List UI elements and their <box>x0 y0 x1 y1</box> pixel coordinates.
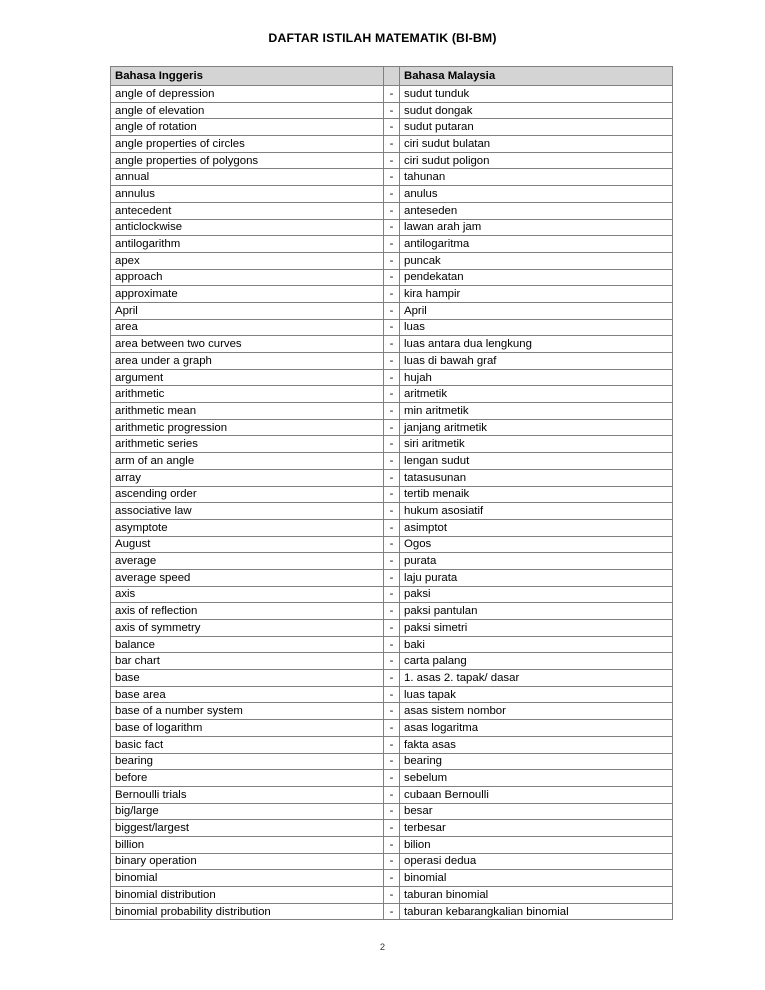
term-malay: luas <box>400 319 673 336</box>
term-separator: - <box>384 419 400 436</box>
term-separator: - <box>384 686 400 703</box>
term-malay: operasi dedua <box>400 853 673 870</box>
term-english: biggest/largest <box>111 820 384 837</box>
table-row <box>111 686 673 703</box>
term-separator: - <box>384 519 400 536</box>
term-english: basic fact <box>111 736 384 753</box>
term-english: angle of elevation <box>111 102 384 119</box>
page-title: DAFTAR ISTILAH MATEMATIK (BI-BM) <box>268 31 497 45</box>
term-english: area between two curves <box>111 336 384 353</box>
term-english: big/large <box>111 803 384 820</box>
term-english: August <box>111 536 384 553</box>
term-malay: bearing <box>400 753 673 770</box>
term-separator: - <box>384 720 400 737</box>
term-separator: - <box>384 553 400 570</box>
term-english: before <box>111 770 384 787</box>
term-malay: min aritmetik <box>400 403 673 420</box>
table-row <box>111 252 673 269</box>
term-separator: - <box>384 903 400 920</box>
table-header-row <box>111 67 673 86</box>
table-row <box>111 603 673 620</box>
term-english: argument <box>111 369 384 386</box>
term-english: arithmetic <box>111 386 384 403</box>
term-malay: luas di bawah graf <box>400 353 673 370</box>
term-malay: anteseden <box>400 202 673 219</box>
term-separator: - <box>384 486 400 503</box>
term-malay: ciri sudut poligon <box>400 152 673 169</box>
table-row <box>111 202 673 219</box>
term-separator: - <box>384 853 400 870</box>
term-separator: - <box>384 86 400 103</box>
term-malay: pendekatan <box>400 269 673 286</box>
term-malay: terbesar <box>400 820 673 837</box>
term-separator: - <box>384 503 400 520</box>
term-separator: - <box>384 353 400 370</box>
term-malay: asimptot <box>400 519 673 536</box>
term-english: binomial <box>111 870 384 887</box>
term-malay: tatasusunan <box>400 469 673 486</box>
term-english: billion <box>111 836 384 853</box>
table-row <box>111 836 673 853</box>
term-english: angle properties of circles <box>111 136 384 153</box>
table-row <box>111 219 673 236</box>
term-separator: - <box>384 236 400 253</box>
term-malay: asas logaritma <box>400 720 673 737</box>
term-english: approximate <box>111 286 384 303</box>
term-malay: asas sistem nombor <box>400 703 673 720</box>
table-row <box>111 586 673 603</box>
term-malay: sudut dongak <box>400 102 673 119</box>
term-english: angle properties of polygons <box>111 152 384 169</box>
term-separator: - <box>384 603 400 620</box>
term-separator: - <box>384 870 400 887</box>
term-separator: - <box>384 736 400 753</box>
term-malay: kira hampir <box>400 286 673 303</box>
term-english: bar chart <box>111 653 384 670</box>
term-malay: hukum asosiatif <box>400 503 673 520</box>
term-english: base <box>111 670 384 687</box>
table-row <box>111 186 673 203</box>
term-separator: - <box>384 569 400 586</box>
term-malay: luas tapak <box>400 686 673 703</box>
term-malay: 1. asas 2. tapak/ dasar <box>400 670 673 687</box>
term-separator: - <box>384 670 400 687</box>
term-malay: taburan kebarangkalian binomial <box>400 903 673 920</box>
term-separator: - <box>384 302 400 319</box>
table-row <box>111 86 673 103</box>
table-row <box>111 136 673 153</box>
table-row <box>111 620 673 637</box>
table-body <box>111 86 673 920</box>
term-malay: besar <box>400 803 673 820</box>
term-malay: paksi simetri <box>400 620 673 637</box>
table-row <box>111 653 673 670</box>
term-separator: - <box>384 102 400 119</box>
term-english: average speed <box>111 569 384 586</box>
term-malay: paksi pantulan <box>400 603 673 620</box>
table-row <box>111 803 673 820</box>
table-row <box>111 419 673 436</box>
term-english: annulus <box>111 186 384 203</box>
table-row <box>111 469 673 486</box>
term-english: angle of rotation <box>111 119 384 136</box>
table-row <box>111 353 673 370</box>
term-english: angle of depression <box>111 86 384 103</box>
term-malay: paksi <box>400 586 673 603</box>
term-malay: fakta asas <box>400 736 673 753</box>
glossary-table-container <box>110 66 672 920</box>
term-separator: - <box>384 770 400 787</box>
term-english: anticlockwise <box>111 219 384 236</box>
term-english: base of logarithm <box>111 720 384 737</box>
term-english: axis of reflection <box>111 603 384 620</box>
term-malay: puncak <box>400 252 673 269</box>
term-english: binary operation <box>111 853 384 870</box>
term-english: April <box>111 302 384 319</box>
term-malay: aritmetik <box>400 386 673 403</box>
term-separator: - <box>384 753 400 770</box>
table-row <box>111 736 673 753</box>
term-separator: - <box>384 536 400 553</box>
term-separator: - <box>384 786 400 803</box>
term-malay: luas antara dua lengkung <box>400 336 673 353</box>
table-row <box>111 152 673 169</box>
table-row <box>111 386 673 403</box>
term-english: ascending order <box>111 486 384 503</box>
term-malay: April <box>400 302 673 319</box>
term-english: binomial distribution <box>111 887 384 904</box>
term-separator: - <box>384 219 400 236</box>
table-row <box>111 853 673 870</box>
table-row <box>111 453 673 470</box>
table-row <box>111 519 673 536</box>
term-malay: Ogos <box>400 536 673 553</box>
table-row <box>111 302 673 319</box>
term-separator: - <box>384 586 400 603</box>
term-separator: - <box>384 703 400 720</box>
table-row <box>111 169 673 186</box>
glossary-table <box>110 66 673 920</box>
term-separator: - <box>384 286 400 303</box>
term-separator: - <box>384 403 400 420</box>
table-row <box>111 236 673 253</box>
column-header-english: Bahasa Inggeris <box>111 67 384 86</box>
term-malay: antilogaritma <box>400 236 673 253</box>
term-english: base area <box>111 686 384 703</box>
term-malay: binomial <box>400 870 673 887</box>
table-row <box>111 536 673 553</box>
term-malay: sudut tunduk <box>400 86 673 103</box>
term-english: apex <box>111 252 384 269</box>
table-row <box>111 703 673 720</box>
table-row <box>111 403 673 420</box>
term-malay: sebelum <box>400 770 673 787</box>
term-separator: - <box>384 252 400 269</box>
table-row <box>111 820 673 837</box>
table-row <box>111 369 673 386</box>
term-english: arithmetic series <box>111 436 384 453</box>
table-row <box>111 753 673 770</box>
term-english: bearing <box>111 753 384 770</box>
table-header <box>111 67 673 86</box>
term-english: average <box>111 553 384 570</box>
term-separator: - <box>384 202 400 219</box>
term-english: approach <box>111 269 384 286</box>
table-row <box>111 336 673 353</box>
term-separator: - <box>384 319 400 336</box>
term-malay: janjang aritmetik <box>400 419 673 436</box>
term-separator: - <box>384 803 400 820</box>
term-malay: purata <box>400 553 673 570</box>
term-malay: anulus <box>400 186 673 203</box>
term-separator: - <box>384 169 400 186</box>
term-english: base of a number system <box>111 703 384 720</box>
table-row <box>111 319 673 336</box>
term-english: arithmetic mean <box>111 403 384 420</box>
term-separator: - <box>384 887 400 904</box>
term-malay: baki <box>400 636 673 653</box>
term-malay: bilion <box>400 836 673 853</box>
term-malay: lawan arah jam <box>400 219 673 236</box>
table-row <box>111 119 673 136</box>
term-separator: - <box>384 336 400 353</box>
table-row <box>111 569 673 586</box>
term-separator: - <box>384 469 400 486</box>
table-row <box>111 286 673 303</box>
term-english: area <box>111 319 384 336</box>
term-separator: - <box>384 836 400 853</box>
term-malay: siri aritmetik <box>400 436 673 453</box>
term-malay: carta palang <box>400 653 673 670</box>
term-malay: tertib menaik <box>400 486 673 503</box>
table-row <box>111 670 673 687</box>
term-english: arithmetic progression <box>111 419 384 436</box>
table-row <box>111 269 673 286</box>
term-malay: ciri sudut bulatan <box>400 136 673 153</box>
term-english: area under a graph <box>111 353 384 370</box>
table-row <box>111 503 673 520</box>
term-english: asymptote <box>111 519 384 536</box>
page-number: 2 <box>379 942 386 952</box>
table-row <box>111 887 673 904</box>
table-row <box>111 553 673 570</box>
term-english: array <box>111 469 384 486</box>
term-malay: taburan binomial <box>400 887 673 904</box>
term-english: annual <box>111 169 384 186</box>
table-row <box>111 102 673 119</box>
term-separator: - <box>384 119 400 136</box>
term-malay: lengan sudut <box>400 453 673 470</box>
term-malay: tahunan <box>400 169 673 186</box>
term-english: balance <box>111 636 384 653</box>
term-malay: hujah <box>400 369 673 386</box>
term-english: antecedent <box>111 202 384 219</box>
table-row <box>111 903 673 920</box>
table-row <box>111 870 673 887</box>
table-row <box>111 770 673 787</box>
term-separator: - <box>384 386 400 403</box>
table-row <box>111 786 673 803</box>
term-malay: laju purata <box>400 569 673 586</box>
table-row <box>111 720 673 737</box>
term-separator: - <box>384 453 400 470</box>
table-row <box>111 636 673 653</box>
term-separator: - <box>384 653 400 670</box>
term-separator: - <box>384 636 400 653</box>
term-malay: cubaan Bernoulli <box>400 786 673 803</box>
term-separator: - <box>384 186 400 203</box>
term-english: axis <box>111 586 384 603</box>
column-header-separator <box>384 67 400 86</box>
table-row <box>111 436 673 453</box>
term-malay: sudut putaran <box>400 119 673 136</box>
column-header-malay: Bahasa Malaysia <box>400 67 673 86</box>
term-separator: - <box>384 269 400 286</box>
table-row <box>111 486 673 503</box>
term-english: antilogarithm <box>111 236 384 253</box>
term-english: binomial probability distribution <box>111 903 384 920</box>
term-separator: - <box>384 620 400 637</box>
term-separator: - <box>384 820 400 837</box>
term-english: Bernoulli trials <box>111 786 384 803</box>
term-separator: - <box>384 369 400 386</box>
term-separator: - <box>384 436 400 453</box>
term-separator: - <box>384 152 400 169</box>
term-english: axis of symmetry <box>111 620 384 637</box>
term-separator: - <box>384 136 400 153</box>
term-english: associative law <box>111 503 384 520</box>
term-english: arm of an angle <box>111 453 384 470</box>
